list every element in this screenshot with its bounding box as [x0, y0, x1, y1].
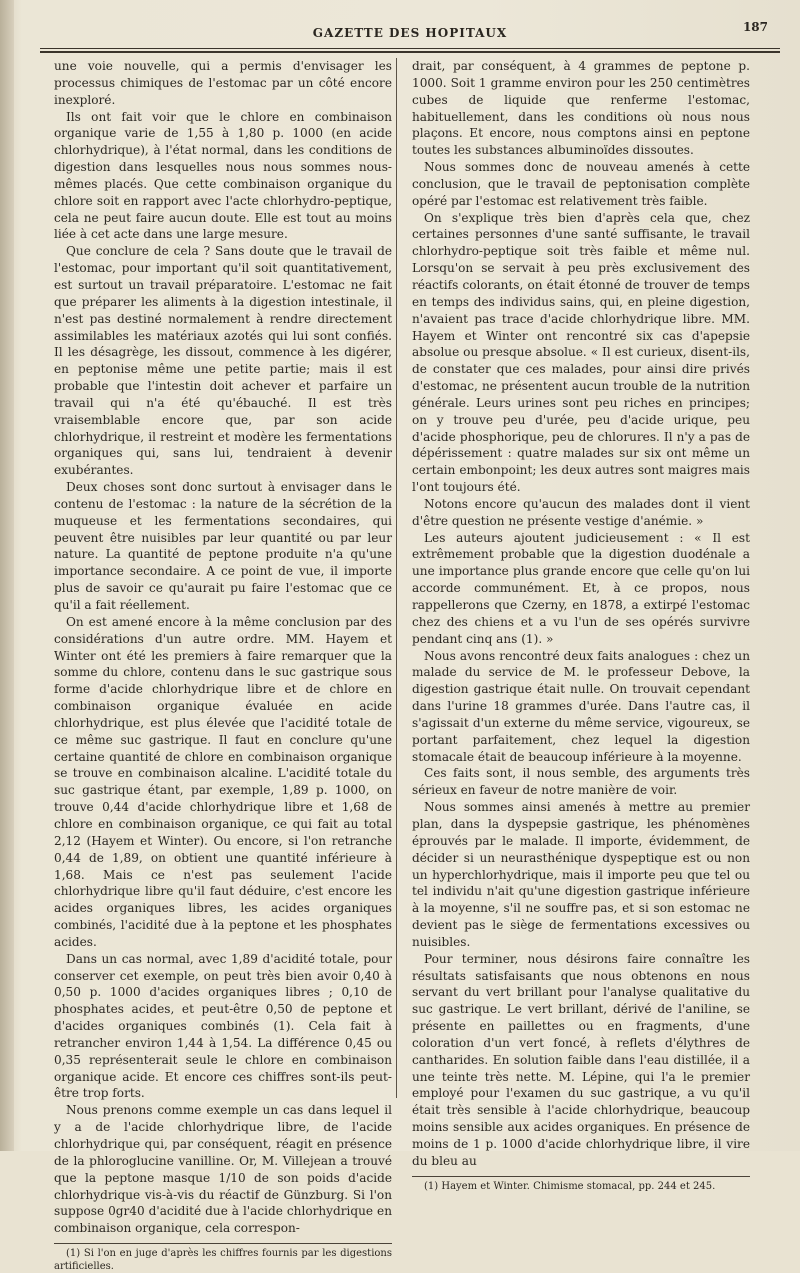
paragraph: Pour terminer, nous désirons faire connaître les résultats satisfaisants que nous obtenons en nous servant du vert brillant pour l'analyse qualitative du suc gastrique. Le vert brillant, dérivé de l'aniline, se présente en paillettes ou en fragments, d'une coloration d'un vert foncé, à reflets d'élythres de cantharides. En solution faible dans l'eau distillée, il a une teinte très nette. M. Lépine, qui l'a le premier employé pour l'examen du suc gastrique, a vu qu'il était très sensible à l'acide chlorhydrique, beaucoup moins sensible aux acides organiques. En présence de moins de 1 p. 1000 d'acide chlorhydrique libre, il vire du bleu au — [412, 951, 750, 1168]
paragraph: Nous prenons comme exemple un cas dans lequel il y a de l'acide chlorhydrique libre, de l'acide chlorhydrique qui, par conséquent, réagit en présence de la phloroglucine vanilline. Or, M. Villejean a trouvé que la peptone masque 1/10 de son poids d'acide chlorhydrique vis-à-vis du réactif de Günzburg. Si l'on suppose 0gr40 d'acidité due à l'acide chlorhydrique en combinaison organique, cela correspon- — [54, 1103, 392, 1236]
paragraph: On est amené encore à la même conclusion par des considérations d'un autre ordre. MM. Hayem et Winter ont été les premiers à faire remarquer que la somme du chlore, contenu dans le suc gastrique sous forme d'acide chlorhydrique libre et de chlore en combinaison organique évaluée en acide chlorhydrique, est plus élevée que l'acidité totale de ce même suc gastrique. Il faut en conclure qu'une certaine quantité de chlore en combinaison organique se trouve en combinaison alcaline. L'acidité totale du suc gastrique étant, par exemple, 1,89 p. 1000, on trouve 0,44 d'acide chlorhydrique libre et 1,68 de chlore en combinaison organique, ce qui fait au total 2,12 (Hayem et Winter). Ou encore, si l'on retranche 0,44 de 1,89, on obtient une quantité inférieure à 1,68. Mais ce n'est pas seulement l'acide chlorhydrique libre qu'il faut déduire, c'est encore les acides organiques libres, les acides organiques combinés, l'acidité due à la peptone et les phosphates acides. — [54, 614, 392, 949]
footnote: (1) Si l'on en juge d'après les chiffres fournis par les digestions artificielles. — [54, 1248, 392, 1272]
right-column — [412, 58, 750, 1192]
paragraph: Ils ont fait voir que le chlore en combinaison organique varie de 1,55 à 1,80 p. 1000 (en acide chlorhydrique), à l'état normal, dans les conditions de digestion dans lesquelles nous nous sommes nous-mêmes placés. Que cette combinaison organique du chlore soit en rapport avec l'acte chlorhydro-peptique, cela ne peut faire aucun doute. Elle est tout au moins liée à cet acte dans une large mesure. — [54, 109, 392, 242]
left-column — [54, 58, 392, 1272]
running-title: GAZETTE DES HOPITAUX — [312, 26, 508, 40]
header-rule-thin — [40, 48, 780, 49]
footnote-rule — [412, 1176, 750, 1177]
paragraph: On s'explique très bien d'après cela que, chez certaines personnes d'une santé suffisante, le travail chlorhydro-peptique soit très faible et même nul. Lorsqu'on se servait à peu près exclusivement des réactifs colorants, on était étonné de trouver de temps en temps des individus sains, qui, en pleine digestion, n'avaient pas trace d'acide chlorhydrique libre. MM. Hayem et Winter ont rencontré six cas d'apepsie absolue ou presque absolue. « Il est curieux, disent-ils, de constater que ces malades, pour ainsi dire privés d'estomac, ne présentent aucun trouble de la nutrition générale. Leurs urines sont peu riches en principes; on y trouve peu d'urée, peu d'acide urique, peu d'acide phosphorique, peu de chlorures. Il n'y a pas de dépérissement : quatre malades sur six ont même un certain embonpoint; les deux autres sont maigres mais l'ont toujours été. — [412, 210, 750, 495]
paragraph: Ces faits sont, il nous semble, des arguments très sérieux en faveur de notre manière de voir. — [412, 766, 750, 798]
paragraph: Nous avons rencontré deux faits analogues : chez un malade du service de M. le professeur Debove, la digestion gastrique était nulle. On trouvait cependant dans l'urine 18 grammes d'urée. Dans l'autre cas, il s'agissait d'un externe du même service, vigoureux, se portant parfaitement, chez lequel la digestion stomacale était de beaucoup inférieure à la moyenne. — [412, 648, 750, 764]
paragraph: Notons encore qu'aucun des malades dont il vient d'être question ne présente vestige d'anémie. » — [412, 496, 750, 528]
header-rule-thick — [40, 51, 780, 53]
page-number: 187 — [742, 20, 768, 34]
footnote: (1) Hayem et Winter. Chimisme stomacal, pp. 244 et 245. — [424, 1180, 716, 1192]
paragraph: Nous sommes ainsi amenés à mettre au premier plan, dans la dyspepsie gastrique, les phénomènes éprouvés par le malade. Il importe, évidemment, de décider si un neurasthénique dyspeptique est ou non un hyperchlorhydrique, mais il importe peu que tel ou tel individu n'ait qu'une digestion gastrique inférieure à la moyenne, s'il ne souffre pas, et si son estomac ne devient pas le siège de fermentations excessives ou nuisibles. — [412, 800, 750, 949]
paragraph: Dans un cas normal, avec 1,89 d'acidité totale, pour conserver cet exemple, on peut très bien avoir 0,40 à 0,50 p. 1000 d'acides organiques libres ; 0,10 de phosphates acides, et peut-être 0,50 de peptone et d'acides organiques combinés (1). Cela fait à retrancher environ 1,44 à 1,54. La différence 0,45 ou 0,35 représenterait seule le chlore en combinaison organique acide. Et encore ces chiffres sont-ils peut-être trop forts. — [54, 951, 392, 1101]
paragraph: une voie nouvelle, qui a permis d'envisager les processus chimiques de l'estomac par un côté encore inexploré. — [54, 59, 392, 107]
paragraph: Deux choses sont donc surtout à envisager dans le contenu de l'estomac : la nature de la sécrétion de la muqueuse et les fermentations secondaires, qui peuvent être nuisibles par leur quantité ou par leur nature. La quantité de peptone produite n'a qu'une importance secondaire. A ce point de vue, il importe plus de savoir ce qu'aurait pu faire l'estomac que ce qu'il a fait réellement. — [54, 480, 392, 612]
page-spine-shadow — [0, 0, 14, 1151]
page-header — [40, 20, 780, 46]
column-divider — [396, 58, 397, 1098]
paragraph: Nous sommes donc de nouveau amenés à cette conclusion, que le travail de peptonisation complète opéré par l'estomac est relativement très faible. — [412, 160, 750, 208]
footnote-rule — [54, 1243, 392, 1244]
paragraph: Que conclure de cela ? Sans doute que le travail de l'estomac, pour important qu'il soit quantitativement, est surtout un travail préparatoire. L'estomac ne fait que préparer les aliments à la digestion intestinale, il n'est pas destiné normalement à rendre directement assimilables les matériaux azotés qui lui sont confiés. Il les désagrège, les dissout, commence à les digérer, en peptonise même une petite partie; mais il est probable que l'intestin doit achever et parfaire un travail qui n'a été qu'ébauché. Il est très vraisemblable encore que, par son acide chlorhydrique, il restreint et modère les fermentations organiques qui, sans lui, tendraient à devenir exubérantes. — [54, 244, 392, 478]
paragraph: Les auteurs ajoutent judicieusement : « Il est extrêmement probable que la digestion duodénale a une importance plus grande encore que celle qu'on lui accorde communément. Et, à ce propos, nous rappellerons que Czerny, en 1878, a extirpé l'estomac chez des chiens et a vu l'un de ses opérés survivre pendant cinq ans (1). » — [412, 530, 750, 646]
paragraph: drait, par conséquent, à 4 grammes de peptone p. 1000. Soit 1 gramme environ pour les 250 centimètres cubes de liquide que renferme l'estomac, habituellement, dans les conditions où nous nous plaçons. Et encore, nous comptons ainsi en peptone toutes les substances albuminoïdes dissoutes. — [412, 59, 750, 158]
